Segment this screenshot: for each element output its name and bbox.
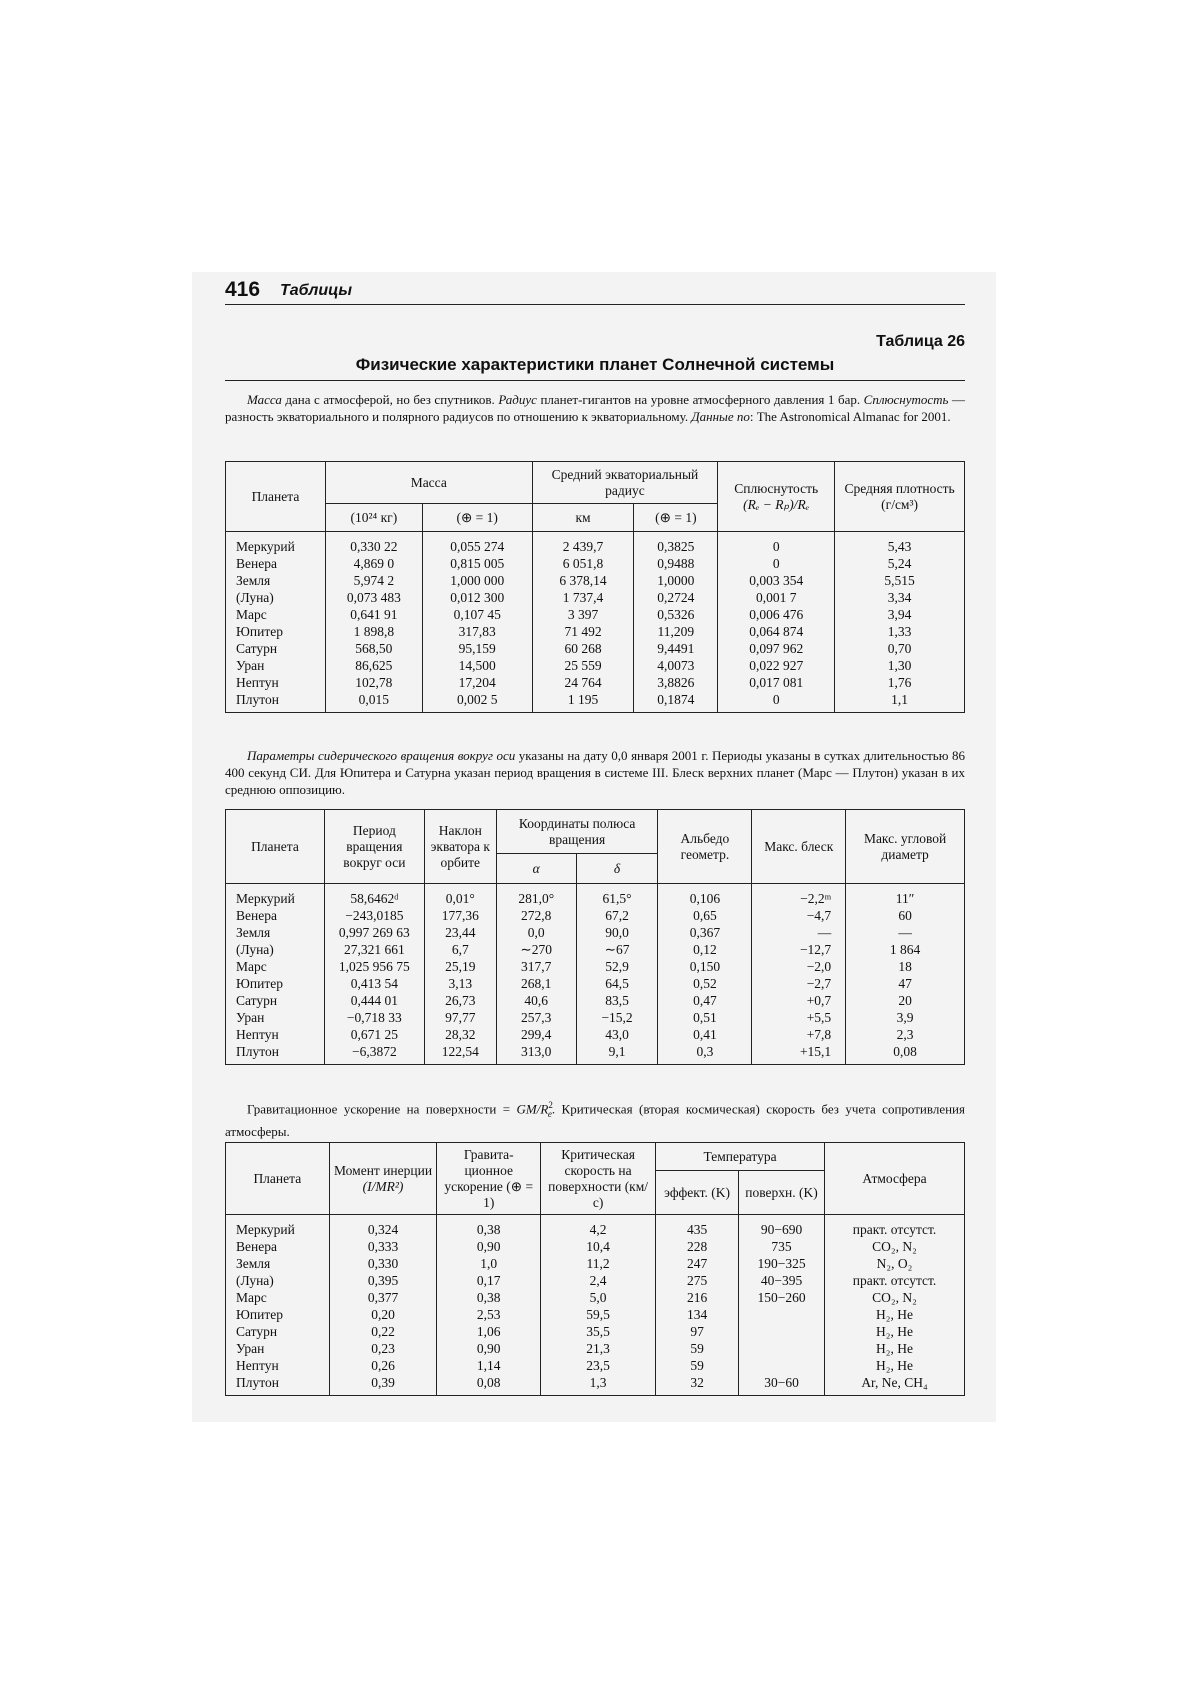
planet-name-cell: Юпитер <box>226 975 325 992</box>
value-cell: 1,14 <box>437 1357 541 1374</box>
value-cell: 11″ <box>846 884 965 908</box>
value-cell: H₂, He <box>825 1357 965 1374</box>
value-cell: 23,44 <box>424 924 496 941</box>
title-rule <box>225 380 965 381</box>
planet-name-cell: Венера <box>226 555 326 572</box>
col-radius-earth: (⊕ = 1) <box>634 504 718 532</box>
col-atmosphere: Атмосфера <box>825 1143 965 1215</box>
value-cell: 435 <box>656 1215 739 1239</box>
planet-name-cell: Марс <box>226 606 326 623</box>
value-cell: −2,2ᵐ <box>752 884 846 908</box>
value-cell: 1,1 <box>835 691 965 713</box>
value-cell: 568,50 <box>325 640 422 657</box>
planet-name-cell: Сатурн <box>226 1323 330 1340</box>
table-row <box>226 674 965 691</box>
value-cell: 9,4491 <box>634 640 718 657</box>
table-row <box>226 1215 965 1239</box>
table-row <box>226 924 965 941</box>
value-cell: 0,2724 <box>634 589 718 606</box>
value-cell: +0,7 <box>752 992 846 1009</box>
table-row <box>226 1009 965 1026</box>
value-cell: 0,20 <box>329 1306 437 1323</box>
value-cell: 0,08 <box>846 1043 965 1065</box>
value-cell: 272,8 <box>496 907 576 924</box>
value-cell: 40,6 <box>496 992 576 1009</box>
value-cell: 30−60 <box>739 1374 825 1396</box>
planet-name-cell: Земля <box>226 924 325 941</box>
table-gravity-temperature <box>225 1142 965 1396</box>
value-cell: 25,19 <box>424 958 496 975</box>
table-row <box>226 1340 965 1357</box>
value-cell: 0,330 22 <box>325 532 422 556</box>
value-cell: практ. отсутст. <box>825 1215 965 1239</box>
value-cell: — <box>752 924 846 941</box>
value-cell: −6,3872 <box>324 1043 424 1065</box>
planet-name-cell: Уран <box>226 1340 330 1357</box>
value-cell: 0,9488 <box>634 555 718 572</box>
table-row <box>226 941 965 958</box>
value-cell: 134 <box>656 1306 739 1323</box>
rotation-paragraph: Параметры сидерического вращения вокруг оси указаны на дату 0,0 января 2001 г. Периоды указаны в сутках длительностью 86 400 секунд СИ. Для Юпитера и Сатурна указан период вращения в системе III. Блеск верхних планет (Марс — Плутон) указан в их среднюю оппозицию. <box>225 748 965 797</box>
value-cell: 0,641 91 <box>325 606 422 623</box>
value-cell: N₂, O₂ <box>825 1255 965 1272</box>
value-cell: 43,0 <box>576 1026 658 1043</box>
table-row <box>226 1043 965 1065</box>
table-row <box>226 1374 965 1396</box>
value-cell: H₂, He <box>825 1340 965 1357</box>
value-cell: 317,7 <box>496 958 576 975</box>
col-mass: Масса <box>325 462 532 504</box>
value-cell <box>739 1340 825 1357</box>
table-row <box>226 975 965 992</box>
value-cell: 0,70 <box>835 640 965 657</box>
value-cell: 0,52 <box>658 975 752 992</box>
col-moment-of-inertia: Момент инерции (I/MR²) <box>329 1143 437 1215</box>
value-cell: 0,395 <box>329 1272 437 1289</box>
value-cell <box>739 1357 825 1374</box>
value-cell: 5,0 <box>541 1289 656 1306</box>
table-rotation <box>225 809 965 1065</box>
planet-name-cell: Меркурий <box>226 1215 330 1239</box>
value-cell: −2,0 <box>752 958 846 975</box>
value-cell: 27,321 661 <box>324 941 424 958</box>
value-cell: CO₂, N₂ <box>825 1238 965 1255</box>
value-cell: 0,23 <box>329 1340 437 1357</box>
col-temp-effective: эффект. (K) <box>656 1171 739 1215</box>
table-title: Физические характеристики планет Солнечной системы <box>355 355 835 374</box>
value-cell: 0,377 <box>329 1289 437 1306</box>
value-cell: 0,017 081 <box>718 674 835 691</box>
value-cell: 299,4 <box>496 1026 576 1043</box>
value-cell: 61,5° <box>576 884 658 908</box>
col-mass-earth: (⊕ = 1) <box>422 504 532 532</box>
value-cell: 216 <box>656 1289 739 1306</box>
value-cell: 6 378,14 <box>532 572 634 589</box>
value-cell: 0,333 <box>329 1238 437 1255</box>
table-row <box>226 589 965 606</box>
value-cell: 58,6462ᵈ <box>324 884 424 908</box>
value-cell: 20 <box>846 992 965 1009</box>
value-cell: 6,7 <box>424 941 496 958</box>
value-cell: 3,13 <box>424 975 496 992</box>
value-cell: 0,17 <box>437 1272 541 1289</box>
value-cell: −12,7 <box>752 941 846 958</box>
table-row <box>226 606 965 623</box>
col-planet: Планета <box>226 462 326 532</box>
col-radius-km: км <box>532 504 634 532</box>
col-pole-coords: Координаты полюса вращения <box>496 810 658 854</box>
table-row <box>226 958 965 975</box>
gravity-paragraph: Гравитационное ускорение на поверхности = $GM/R^2_e$. Критическая (вторая космическая) скорость без учета сопротивления атмосферы. <box>225 1100 965 1139</box>
value-cell: 0,022 927 <box>718 657 835 674</box>
value-cell: практ. отсутст. <box>825 1272 965 1289</box>
value-cell: 4,2 <box>541 1215 656 1239</box>
value-cell: 97,77 <box>424 1009 496 1026</box>
value-cell: 0,3 <box>658 1043 752 1065</box>
value-cell: 24 764 <box>532 674 634 691</box>
col-radius: Средний экваториальный радиус <box>532 462 718 504</box>
value-cell: 1 898,8 <box>325 623 422 640</box>
value-cell: −0,718 33 <box>324 1009 424 1026</box>
value-cell: 177,36 <box>424 907 496 924</box>
value-cell: −15,2 <box>576 1009 658 1026</box>
value-cell: 97 <box>656 1323 739 1340</box>
col-temp-surface: поверхн. (K) <box>739 1171 825 1215</box>
planet-name-cell: Нептун <box>226 1357 330 1374</box>
value-cell: 0,671 25 <box>324 1026 424 1043</box>
value-cell: 5,974 2 <box>325 572 422 589</box>
col-delta: δ <box>576 854 658 884</box>
value-cell: 0,106 <box>658 884 752 908</box>
planet-name-cell: Уран <box>226 657 326 674</box>
value-cell: 59 <box>656 1357 739 1374</box>
value-cell: 0,367 <box>658 924 752 941</box>
table-row <box>226 1026 965 1043</box>
value-cell: 2,3 <box>846 1026 965 1043</box>
value-cell: 0,01° <box>424 884 496 908</box>
value-cell: H₂, He <box>825 1323 965 1340</box>
value-cell: 2 439,7 <box>532 532 634 556</box>
value-cell: 0,015 <box>325 691 422 713</box>
planet-name-cell: Меркурий <box>226 884 325 908</box>
value-cell: 64,5 <box>576 975 658 992</box>
value-cell: — <box>846 924 965 941</box>
value-cell: 0,39 <box>329 1374 437 1396</box>
value-cell: 1,025 956 75 <box>324 958 424 975</box>
value-cell: 0,330 <box>329 1255 437 1272</box>
value-cell: 18 <box>846 958 965 975</box>
value-cell: 26,73 <box>424 992 496 1009</box>
value-cell: 0,26 <box>329 1357 437 1374</box>
value-cell: 90,0 <box>576 924 658 941</box>
planet-name-cell: Плутон <box>226 1043 325 1065</box>
value-cell: 90−690 <box>739 1215 825 1239</box>
col-angular-diameter: Макс. угловой диаметр <box>846 810 965 884</box>
table-row <box>226 884 965 908</box>
value-cell: 23,5 <box>541 1357 656 1374</box>
value-cell: 0,5326 <box>634 606 718 623</box>
value-cell: 0,22 <box>329 1323 437 1340</box>
table-row <box>226 640 965 657</box>
value-cell: 150−260 <box>739 1289 825 1306</box>
table-row <box>226 1323 965 1340</box>
intro-paragraph: Масса дана с атмосферой, но без спутников. Радиус планет-гигантов на уровне атмосферного давления 1 бар. Сплюснутость — разность экваториального и полярного радиусов по отношению к экваториальному. Данные по: The Astronomical Almanac for 2001. <box>225 392 965 424</box>
value-cell: 102,78 <box>325 674 422 691</box>
value-cell: 86,625 <box>325 657 422 674</box>
table-row <box>226 1255 965 1272</box>
table-row <box>226 555 965 572</box>
value-cell: 4,0073 <box>634 657 718 674</box>
value-cell <box>739 1323 825 1340</box>
col-gravity: Гравита- ционное ускорение (⊕ = 1) <box>437 1143 541 1215</box>
value-cell: 281,0° <box>496 884 576 908</box>
col-escape-velocity: Критическая скорость на поверхности (км/с) <box>541 1143 656 1215</box>
value-cell: +7,8 <box>752 1026 846 1043</box>
value-cell: 5,24 <box>835 555 965 572</box>
col-flattening: Сплюснутость (Rₑ − Rₚ)/Rₑ <box>718 462 835 532</box>
value-cell: 6 051,8 <box>532 555 634 572</box>
table-row <box>226 1306 965 1323</box>
value-cell: 0,51 <box>658 1009 752 1026</box>
table-row <box>226 907 965 924</box>
value-cell <box>739 1306 825 1323</box>
col-density: Средняя плотность (г/см³) <box>835 462 965 532</box>
value-cell: 5,515 <box>835 572 965 589</box>
value-cell: −4,7 <box>752 907 846 924</box>
value-cell: 0,3825 <box>634 532 718 556</box>
value-cell: 0,150 <box>658 958 752 975</box>
planet-name-cell: Нептун <box>226 674 326 691</box>
table-row <box>226 691 965 713</box>
value-cell: 0,47 <box>658 992 752 1009</box>
value-cell: 25 559 <box>532 657 634 674</box>
value-cell: 313,0 <box>496 1043 576 1065</box>
table-number: Таблица 26 <box>876 333 965 350</box>
value-cell: 0,90 <box>437 1340 541 1357</box>
value-cell: 0 <box>718 555 835 572</box>
value-cell: 11,209 <box>634 623 718 640</box>
value-cell: 257,3 <box>496 1009 576 1026</box>
planet-name-cell: Плутон <box>226 1374 330 1396</box>
value-cell: 0,097 962 <box>718 640 835 657</box>
planet-name-cell: Марс <box>226 1289 330 1306</box>
value-cell: 0,413 54 <box>324 975 424 992</box>
col-tilt: Наклон экватора к орбите <box>424 810 496 884</box>
col-planet: Планета <box>226 810 325 884</box>
planet-name-cell: Венера <box>226 1238 330 1255</box>
value-cell: 0,055 274 <box>422 532 532 556</box>
header-rule <box>225 304 965 305</box>
value-cell: 1,30 <box>835 657 965 674</box>
value-cell: 1,3 <box>541 1374 656 1396</box>
value-cell: H₂, He <box>825 1306 965 1323</box>
value-cell: 0,12 <box>658 941 752 958</box>
value-cell: 60 268 <box>532 640 634 657</box>
table-row <box>226 1357 965 1374</box>
value-cell: CO₂, N₂ <box>825 1289 965 1306</box>
planet-name-cell: Венера <box>226 907 325 924</box>
value-cell: 122,54 <box>424 1043 496 1065</box>
table-row <box>226 657 965 674</box>
value-cell: −2,7 <box>752 975 846 992</box>
value-cell: 60 <box>846 907 965 924</box>
value-cell: 0,064 874 <box>718 623 835 640</box>
value-cell: 0,65 <box>658 907 752 924</box>
value-cell: 0,41 <box>658 1026 752 1043</box>
value-cell: 32 <box>656 1374 739 1396</box>
value-cell: Ar, Ne, CH₄ <box>825 1374 965 1396</box>
value-cell: 3,94 <box>835 606 965 623</box>
planet-name-cell: Юпитер <box>226 623 326 640</box>
table-row <box>226 623 965 640</box>
value-cell: 1 864 <box>846 941 965 958</box>
value-cell: 40−395 <box>739 1272 825 1289</box>
col-period: Период вращения вокруг оси <box>324 810 424 884</box>
value-cell: 59 <box>656 1340 739 1357</box>
col-alpha: α <box>496 854 576 884</box>
planet-name-cell: (Луна) <box>226 941 325 958</box>
table-mass-radius <box>225 461 965 713</box>
planet-name-cell: Земля <box>226 1255 330 1272</box>
value-cell: ∼270 <box>496 941 576 958</box>
value-cell: 1,0 <box>437 1255 541 1272</box>
value-cell: 0,90 <box>437 1238 541 1255</box>
page-number: 416 <box>225 278 261 301</box>
planet-name-cell: Нептун <box>226 1026 325 1043</box>
value-cell: 317,83 <box>422 623 532 640</box>
value-cell: 10,4 <box>541 1238 656 1255</box>
value-cell: 83,5 <box>576 992 658 1009</box>
value-cell: 0,107 45 <box>422 606 532 623</box>
col-mass-kg: (10²⁴ кг) <box>325 504 422 532</box>
planet-name-cell: Сатурн <box>226 992 325 1009</box>
col-temperature: Температура <box>656 1143 825 1171</box>
value-cell: 0,0 <box>496 924 576 941</box>
value-cell: 21,3 <box>541 1340 656 1357</box>
value-cell: 59,5 <box>541 1306 656 1323</box>
value-cell: 3 397 <box>532 606 634 623</box>
value-cell: 1,0000 <box>634 572 718 589</box>
table-row <box>226 572 965 589</box>
value-cell: 14,500 <box>422 657 532 674</box>
value-cell: 3,8826 <box>634 674 718 691</box>
planet-name-cell: (Луна) <box>226 1272 330 1289</box>
value-cell: 247 <box>656 1255 739 1272</box>
value-cell: 2,53 <box>437 1306 541 1323</box>
value-cell: 0 <box>718 691 835 713</box>
value-cell: 52,9 <box>576 958 658 975</box>
value-cell: 1,000 000 <box>422 572 532 589</box>
value-cell: +5,5 <box>752 1009 846 1026</box>
value-cell: 2,4 <box>541 1272 656 1289</box>
value-cell: 0,006 476 <box>718 606 835 623</box>
value-cell: 28,32 <box>424 1026 496 1043</box>
value-cell: 1,76 <box>835 674 965 691</box>
value-cell: 228 <box>656 1238 739 1255</box>
value-cell: 268,1 <box>496 975 576 992</box>
value-cell: 1 195 <box>532 691 634 713</box>
value-cell: 0,073 483 <box>325 589 422 606</box>
planet-name-cell: Марс <box>226 958 325 975</box>
value-cell: 735 <box>739 1238 825 1255</box>
planet-name-cell: (Луна) <box>226 589 326 606</box>
value-cell: 4,869 0 <box>325 555 422 572</box>
table-row <box>226 1238 965 1255</box>
planet-name-cell: Плутон <box>226 691 326 713</box>
value-cell: 0,324 <box>329 1215 437 1239</box>
value-cell: 1,06 <box>437 1323 541 1340</box>
table-row <box>226 532 965 556</box>
table-row <box>226 1289 965 1306</box>
value-cell: 0,815 005 <box>422 555 532 572</box>
value-cell: 190−325 <box>739 1255 825 1272</box>
value-cell: +15,1 <box>752 1043 846 1065</box>
value-cell: 67,2 <box>576 907 658 924</box>
planet-name-cell: Земля <box>226 572 326 589</box>
value-cell: 0 <box>718 532 835 556</box>
table-row <box>226 1272 965 1289</box>
value-cell: 71 492 <box>532 623 634 640</box>
value-cell: 17,204 <box>422 674 532 691</box>
value-cell: 0,997 269 63 <box>324 924 424 941</box>
value-cell: 47 <box>846 975 965 992</box>
value-cell: 11,2 <box>541 1255 656 1272</box>
planet-name-cell: Меркурий <box>226 532 326 556</box>
value-cell: 95,159 <box>422 640 532 657</box>
value-cell: 3,34 <box>835 589 965 606</box>
value-cell: ∼67 <box>576 941 658 958</box>
col-planet: Планета <box>226 1143 330 1215</box>
col-albedo: Альбедо геометр. <box>658 810 752 884</box>
value-cell: 0,1874 <box>634 691 718 713</box>
running-title: Таблицы <box>280 282 353 299</box>
value-cell: 0,003 354 <box>718 572 835 589</box>
value-cell: 0,001 7 <box>718 589 835 606</box>
value-cell: 0,444 01 <box>324 992 424 1009</box>
value-cell: 1,33 <box>835 623 965 640</box>
planet-name-cell: Сатурн <box>226 640 326 657</box>
value-cell: 1 737,4 <box>532 589 634 606</box>
value-cell: 3,9 <box>846 1009 965 1026</box>
value-cell: −243,0185 <box>324 907 424 924</box>
value-cell: 0,38 <box>437 1215 541 1239</box>
value-cell: 275 <box>656 1272 739 1289</box>
value-cell: 5,43 <box>835 532 965 556</box>
planet-name-cell: Юпитер <box>226 1306 330 1323</box>
table-row <box>226 992 965 1009</box>
value-cell: 0,08 <box>437 1374 541 1396</box>
value-cell: 35,5 <box>541 1323 656 1340</box>
value-cell: 0,002 5 <box>422 691 532 713</box>
value-cell: 0,38 <box>437 1289 541 1306</box>
planet-name-cell: Уран <box>226 1009 325 1026</box>
value-cell: 0,012 300 <box>422 589 532 606</box>
col-magnitude: Макс. блеск <box>752 810 846 884</box>
value-cell: 9,1 <box>576 1043 658 1065</box>
